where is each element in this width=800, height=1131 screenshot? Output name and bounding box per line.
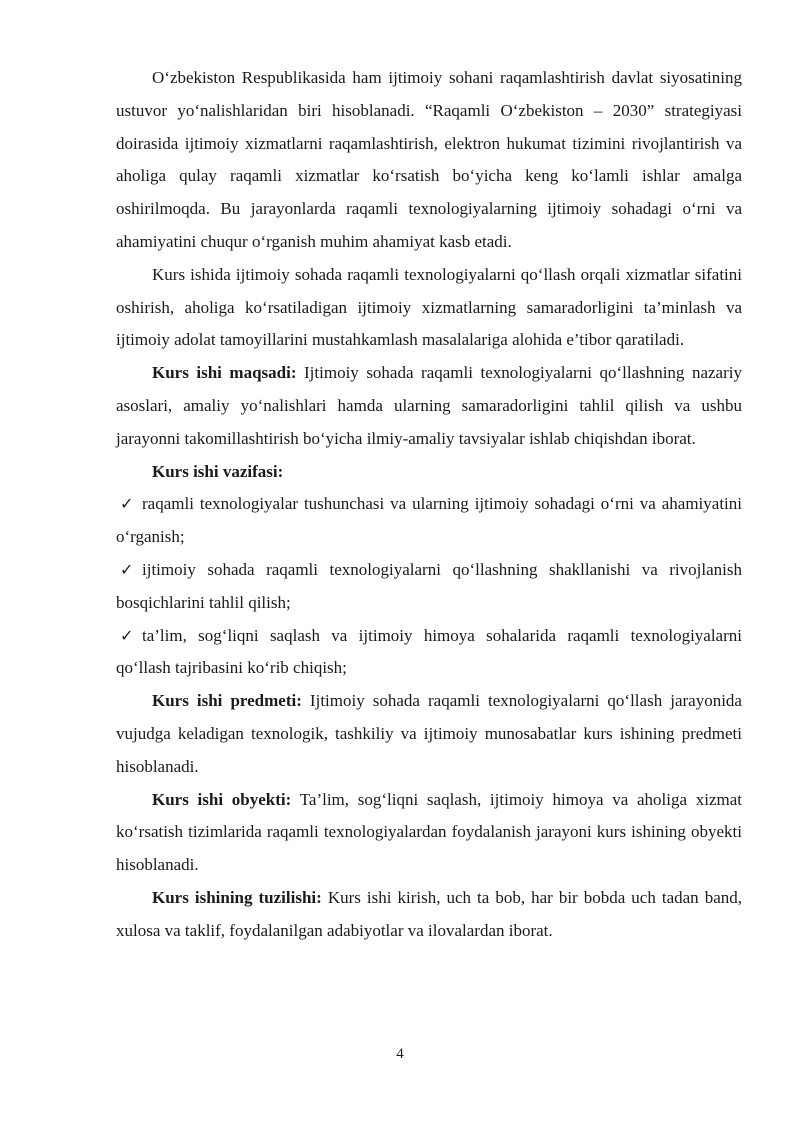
subject-text: Ijtimoiy sohada raqamli texnologiyalarni qo‘llash jarayonida vujudga keladigan texnologik, tashkiliy va ijtimoiy munosabatlar kurs ishining predmeti hisoblanadi. (116, 691, 742, 776)
object-text: Ta’lim, sog‘liqni saqlash, ijtimoiy himoya va aholiga xizmat ko‘rsatish tizimlarida raqamli texnologiyalardan foydalanish jarayoni kurs ishining obyekti hisoblanadi. (116, 789, 742, 875)
structure-paragraph (116, 882, 742, 948)
checkmark-icon: ✓ (120, 559, 134, 579)
task-item (116, 620, 742, 686)
task-item-text: raqamli texnologiyalar tushunchasi va ularning ijtimoiy sohadagi o‘rni va ahamiyatini o‘rganish; (116, 494, 742, 547)
tasks-heading: Kurs ishi vazifasi: (152, 461, 284, 481)
object-label: Kurs ishi obyekti: (152, 789, 292, 809)
intro-paragraph: O‘zbekiston Respublikasida ham ijtimoiy sohani raqamlashtirish davlat siyosatining ustuvor yo‘nalishlaridan biri hisoblanadi. “Raqamli O‘zbekiston – 2030” strategiyasi doirasida ijtimoiy xizmatlarni raqamlashtirish, elektron hukumat tizimini rivojlantirish va aholiga qulay raqamli xizmatlar ko‘rsatish bo‘yicha keng ko‘lamli ishlar amalga oshirilmoqda. Bu jarayonlarda raqamli texnologiyalarning ijtimoiy sohadagi o‘rni va ahamiyatini chuqur o‘rganish muhim ahamiyat kasb etadi. (116, 68, 742, 251)
goal-paragraph (116, 357, 742, 455)
subject-label: Kurs ishi predmeti: (152, 691, 302, 711)
task-item-text: ijtimoiy sohada raqamli texnologiyalarni qo‘llashning shakllanishi va rivojlanish bosqichlarini tahlil qilish; (116, 559, 742, 612)
goal-label: Kurs ishi maqsadi: (152, 363, 297, 383)
page-number: 4 (396, 1046, 404, 1062)
checkmark-icon: ✓ (120, 494, 134, 514)
task-item (116, 554, 742, 620)
goal-text: Ijtimoiy sohada raqamli texnologiyalarni qo‘llashning nazariy asoslari, amaliy yo‘nalishlari hamda ularning samaradorligini tahlil qilish va ushbu jarayonni takomillashtirish bo‘yicha ilmiy-amaliy tavsiyalar ishlab chiqishdan iborat. (116, 363, 742, 448)
structure-text: Kurs ishi kirish, uch ta bob, har bir bobda uch tadan band, xulosa va taklif, foydalanilgan adabiyotlar va ilovalardan iborat. (116, 887, 742, 940)
document-body (116, 62, 742, 948)
task-item-text: ta’lim, sog‘liqni saqlash va ijtimoiy himoya sohalarida raqamli texnologiyalarni qo‘llash tajribasini ko‘rib chiqish; (116, 625, 742, 678)
subject-paragraph (116, 685, 742, 783)
structure-label: Kurs ishining tuzilishi: (152, 887, 322, 907)
task-item (116, 488, 742, 554)
focus-paragraph: Kurs ishida ijtimoiy sohada raqamli texnologiyalarni qo‘llash orqali xizmatlar sifatini oshirish, aholiga ko‘rsatiladigan ijtimoiy xizmatlarning samaradorligini ta’minlash va ijtimoiy adolat tamoyillarini mustahkamlash masalalariga alohida e’tibor qaratiladi. (116, 264, 742, 350)
checkmark-icon: ✓ (120, 625, 134, 645)
object-paragraph (116, 784, 742, 882)
